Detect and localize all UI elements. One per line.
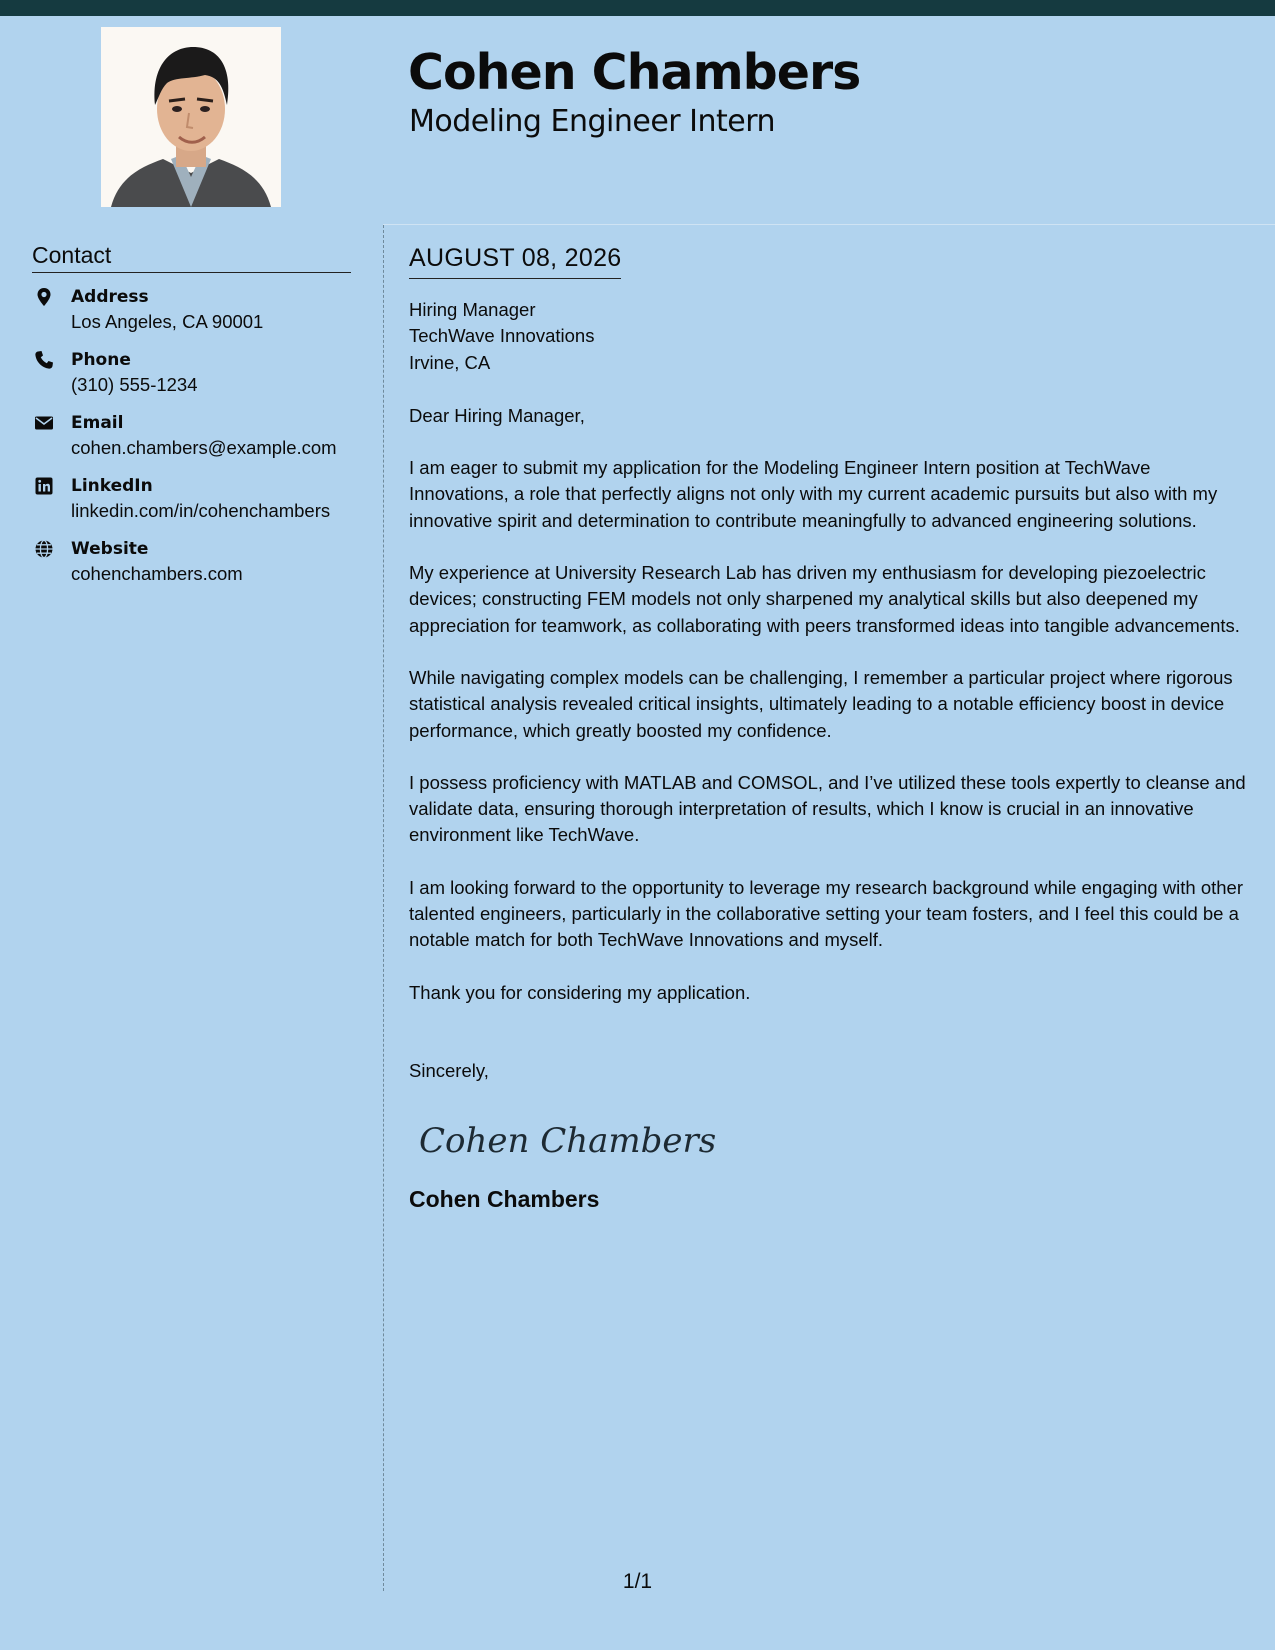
page-number: 1/1 xyxy=(622,1570,653,1593)
website-value: cohenchambers.com xyxy=(71,563,243,584)
recipient-line: Hiring Manager xyxy=(409,299,536,320)
handwritten-signature xyxy=(417,1114,1254,1166)
signer-name: Cohen Chambers xyxy=(409,1186,600,1213)
letter-body xyxy=(409,240,1254,1214)
paragraph: I am eager to submit my application for the Modeling Engineer Intern position at TechWave Innovations, a role that perfectly aligns not only with my current academic pursuits but also with my innovative spirit and determination to contribute meaningfully to advanced engineering solutions. xyxy=(409,457,1218,531)
job-title: Modeling Engineer Intern xyxy=(409,104,776,139)
linkedin-value: linkedin.com/in/cohenchambers xyxy=(71,500,331,521)
paragraph: I am looking forward to the opportunity to leverage my research background while engaging with other talented engineers, particularly in the collaborative setting your team fosters, and I feel this could be a notable match for both TechWave Innovations and myself. xyxy=(409,876,1243,951)
contact-item-address xyxy=(32,284,362,347)
salutation: Dear Hiring Manager, xyxy=(409,404,585,426)
contact-item-email xyxy=(32,410,362,473)
header-divider xyxy=(383,224,1275,225)
contact-label: Address xyxy=(71,287,149,307)
applicant-name: Cohen Chambers xyxy=(408,44,861,101)
contact-label: Website xyxy=(71,539,149,559)
letter-date: AUGUST 08, 2026 xyxy=(409,240,621,279)
envelope-icon xyxy=(34,413,54,433)
phone-value: (310) 555-1234 xyxy=(71,374,198,395)
globe-icon xyxy=(34,539,54,559)
signature-text: Cohen Chambers xyxy=(419,1121,717,1162)
paragraph: Thank you for considering my application. xyxy=(409,981,751,1003)
paragraph: My experience at University Research Lab has driven my enthusiasm for developing piezoelectric devices; constructing FEM models not only sharpened my analytical skills but also deepened my appreciation for teamwork, as collaborating with peers transformed ideas into tangible advancements. xyxy=(409,562,1240,636)
contact-label: Phone xyxy=(71,350,131,370)
contact-heading: Contact xyxy=(32,240,351,273)
email-value: cohen.chambers@example.com xyxy=(71,437,337,458)
recipient-line: TechWave Innovations xyxy=(409,325,595,347)
phone-icon xyxy=(34,350,54,370)
contact-label: Email xyxy=(71,413,124,433)
paragraph: I possess proficiency with MATLAB and COMSOL, and I’ve utilized these tools expertly to cleanse and validate data, ensuring thorough interpretation of results, which I know is crucial in an innovative environment like TechWave. xyxy=(409,771,1246,846)
contact-item-linkedin xyxy=(32,473,362,536)
contact-item-website xyxy=(32,536,362,599)
sidebar-divider xyxy=(383,225,384,1591)
map-pin-icon xyxy=(34,287,54,307)
paragraph: While navigating complex models can be challenging, I remember a particular project where rigorous statistical analysis revealed critical insights, ultimately leading to a notable efficiency boost in device performance, which greatly boosted my confidence. xyxy=(409,666,1233,741)
recipient-line: Irvine, CA xyxy=(409,351,491,373)
contact-label: LinkedIn xyxy=(71,476,153,496)
top-accent-bar xyxy=(0,0,1275,16)
contact-item-phone xyxy=(32,347,362,410)
closing: Sincerely, xyxy=(409,1059,489,1081)
contact-list xyxy=(32,284,362,599)
profile-photo xyxy=(101,27,281,207)
recipient-block xyxy=(409,297,1254,376)
address-value: Los Angeles, CA 90001 xyxy=(71,311,264,332)
linkedin-icon xyxy=(34,476,54,496)
